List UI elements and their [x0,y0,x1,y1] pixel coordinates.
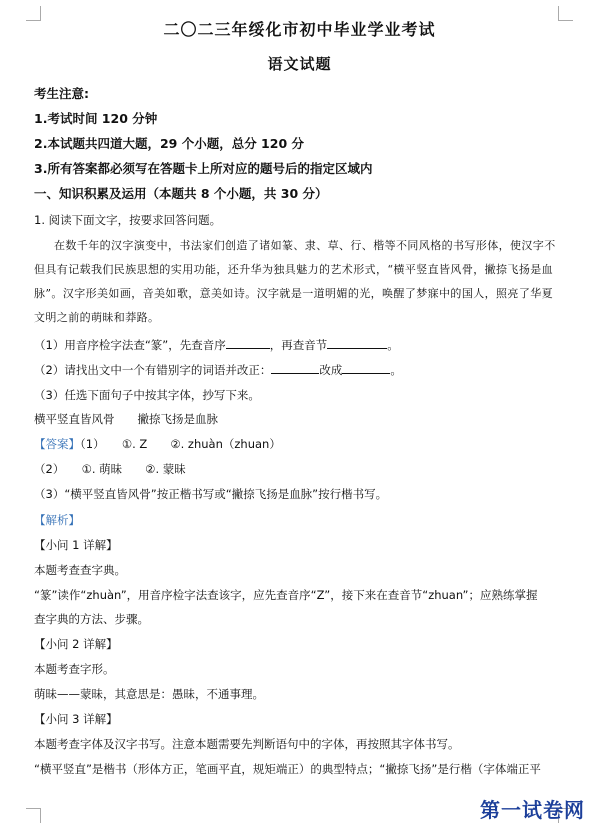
passage-line-1: 在数千年的汉字演变中，书法家们创造了诸如篆、隶、草、行、楷等不同风格的书写形体，使汉字不 [54,239,556,252]
subquestion-2 [34,362,565,378]
question-prompt: 1. 阅读下面文字，按要求回答问题。 [34,213,222,227]
blank-4[interactable] [342,362,390,374]
analysis-sub1-text-2: “篆”读作“zhuàn”，用音序检字法查该字，应先查音序“Z”，接下来在查音节“zhuan”；应熟练掌握 [34,588,538,602]
analysis-sub1-heading: 【小问 1 详解】 [34,538,118,552]
crop-mark-top-right [558,6,573,21]
blank-3[interactable] [271,362,319,374]
analysis-sub2-text-1: 本题考查字形。 [34,662,115,676]
subquestion-1-end: 。 [387,338,399,352]
notice-heading: 考生注意: [34,86,89,101]
answer-1: （1） ①. Z ②. zhuàn（zhuan） [80,437,281,451]
notice-item-2: 2.本试题共四道大题，29 个小题，总分 120 分 [34,136,304,151]
exam-title: 二〇二三年绥化市初中毕业学业考试 [163,20,436,39]
subquestion-1-text-b: ，再查音节 [269,338,328,352]
analysis-sub3-heading: 【小问 3 详解】 [34,712,118,726]
subquestion-2-text-a: （2）请找出文中一个有错别字的词语并改正： [34,363,272,377]
answer-line-3: （3）“横平竖直皆风骨”按正楷书写或“撇捺飞扬是血脉”按行楷书写。 [34,487,388,501]
answer-line-2: （2） ①. 萌昧 ②. 蒙昧 [34,462,186,476]
subquestion-1-text-a: （1）用音序检字法查“篆”，先查音序 [34,338,226,352]
crop-mark-top-left [26,6,41,21]
crop-mark-bottom-left [26,808,41,823]
notice-item-3: 3.所有答案都必须写在答题卡上所对应的题号后的指定区域内 [34,161,373,176]
section-heading: 一、知识积累及运用（本题共 8 个小题，共 30 分） [34,186,328,201]
answer-line-1 [34,436,565,452]
subquestion-3: （3）任选下面句子中按其字体，抄写下来。 [34,388,260,402]
analysis-sub2-text-2: 萌昧——蒙昧，其意思是：愚昧，不通事理。 [34,687,264,701]
passage-line-2: 但具有记载我们民族思想的实用功能，还升华为独具魅力的艺术形式，“横平竖直皆风骨，撇捺飞扬是血 [34,263,554,276]
analysis-sub1-text-1: 本题考查查字典。 [34,563,126,577]
analysis-sub3-text-2: “横平竖直”是楷书（形体方正，笔画平直，规矩端正）的典型特点；“撇捺飞扬”是行楷（字体端正平 [34,762,541,776]
subquestion-2-end: 。 [390,363,402,377]
notice-item-1: 1.考试时间 120 分钟 [34,111,158,126]
blank-2[interactable] [327,337,387,349]
analysis-sub1-text-3: 查字典的方法、步骤。 [34,612,149,626]
exam-subtitle: 语文试题 [267,55,332,73]
blank-1[interactable] [226,337,270,349]
passage-line-3: 脉”。汉字形美如画，音美如歌，意美如诗。汉字就是一道明媚的光，唤醒了梦寐中的国人，照亮了华夏 [34,287,554,300]
subquestion-1 [34,337,565,353]
answer-label: 【答案】 [34,437,80,451]
passage-line-4: 文明之前的萌昧和莽路。 [34,311,160,324]
analysis-sub2-heading: 【小问 2 详解】 [34,637,118,651]
analysis-label: 【解析】 [34,513,80,527]
watermark-logo: 第一试卷网 [480,798,585,822]
subquestion-2-text-b: 改成 [319,363,343,377]
sample-sentences: 横平竖直皆风骨 撇捺飞扬是血脉 [34,412,218,426]
analysis-sub3-text-1: 本题考查字体及汉字书写。注意本题需要先判断语句中的字体，再按照其字体书写。 [34,737,460,751]
